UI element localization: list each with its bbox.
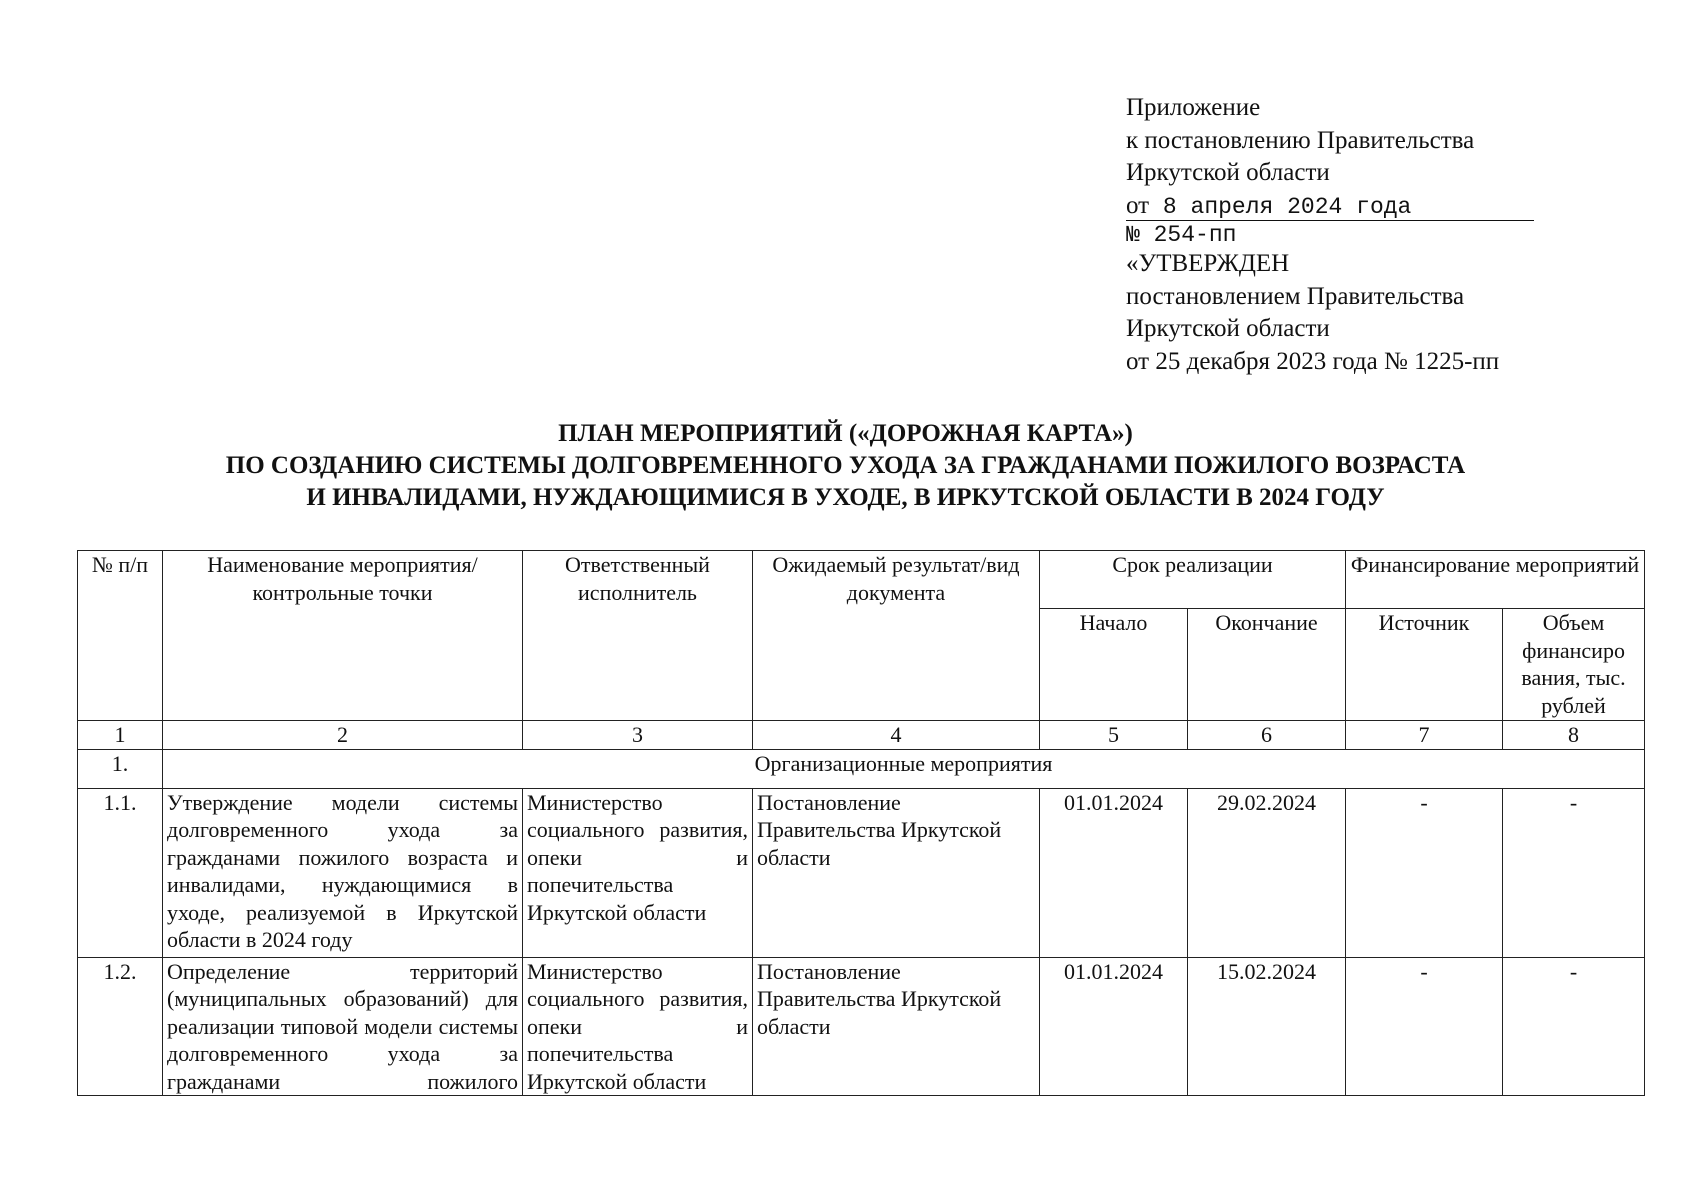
document-title — [0, 418, 1691, 514]
table-row — [78, 957, 1645, 1096]
row-num: 1.2. — [78, 957, 163, 1096]
date-value: 8 апреля 2024 года — [1149, 193, 1412, 220]
row-end: 15.02.2024 — [1188, 957, 1346, 1096]
header-period: Срок реализации — [1040, 551, 1346, 609]
column-number: 4 — [753, 721, 1040, 750]
row-source: - — [1346, 957, 1503, 1096]
column-number-row — [78, 721, 1645, 750]
approved-line: Иркутской области — [1126, 315, 1330, 342]
title-line: ПО СОЗДАНИЮ СИСТЕМЫ ДОЛГОВРЕМЕННОГО УХОДА ЗА ГРАЖДАНАМИ ПОЖИЛОГО ВОЗРАСТА — [225, 452, 1466, 479]
header-volume: Объем финансиро вания, тыс. рублей — [1503, 609, 1645, 721]
header-financing: Финансирование мероприятий — [1346, 551, 1645, 609]
row-volume: - — [1503, 788, 1645, 957]
header-source: Источник — [1346, 609, 1503, 721]
row-name: Утверждение модели системы долговременного ухода за гражданами пожилого возраста и инвалидами, нуждающимися в уходе, реализуемой в Иркутской области в 2024 году — [163, 788, 523, 957]
row-end: 29.02.2024 — [1188, 788, 1346, 957]
header-result: Ожидаемый результат/вид документа — [753, 551, 1040, 721]
appendix-number: № 254-пп — [1126, 222, 1237, 248]
title-line: ПЛАН МЕРОПРИЯТИЙ («ДОРОЖНАЯ КАРТА») — [558, 420, 1133, 447]
header-responsible: Ответственный исполнитель — [523, 551, 753, 721]
row-name: Определение территорий (муниципальных образований) для реализации типовой модели системы долговременного ухода за гражданами пожилого — [163, 957, 523, 1096]
date-prefix: от — [1126, 191, 1150, 219]
column-number: 6 — [1188, 721, 1346, 750]
header-start: Начало — [1040, 609, 1188, 721]
row-volume: - — [1503, 957, 1645, 1096]
roadmap-table — [77, 550, 1645, 1096]
section-num: 1. — [78, 749, 163, 788]
column-number: 7 — [1346, 721, 1503, 750]
row-start: 01.01.2024 — [1040, 788, 1188, 957]
approved-line: постановлением Правительства — [1126, 282, 1465, 310]
section-title: Организационные мероприятия — [163, 749, 1645, 788]
row-responsible: Министерство социального развития, опеки и попечительства Иркутской области — [523, 788, 753, 957]
table-row — [78, 788, 1645, 957]
header-num: № п/п — [78, 551, 163, 721]
header-name: Наименование мероприятия/ контрольные точки — [163, 551, 523, 721]
column-number: 8 — [1503, 721, 1645, 750]
row-num: 1.1. — [78, 788, 163, 957]
approved-line: «УТВЕРЖДЕН — [1126, 250, 1290, 277]
appendix-stamp — [1126, 92, 1534, 378]
section-row — [78, 749, 1645, 788]
column-number: 2 — [163, 721, 523, 750]
row-source: - — [1346, 788, 1503, 957]
row-result: Постановление Правительства Иркутской области — [753, 788, 1040, 957]
appendix-line: Иркутской области — [1126, 159, 1330, 186]
appendix-date — [1126, 193, 1534, 221]
column-number: 3 — [523, 721, 753, 750]
row-start: 01.01.2024 — [1040, 957, 1188, 1096]
row-responsible: Министерство социального развития, опеки и попечительства Иркутской области — [523, 957, 753, 1096]
approved-line: от 25 декабря 2023 года № 1225-пп — [1126, 347, 1500, 375]
header-end: Окончание — [1188, 609, 1346, 721]
appendix-line: к постановлению Правительства — [1126, 126, 1475, 154]
column-number: 5 — [1040, 721, 1188, 750]
header-row — [78, 551, 1645, 609]
appendix-line: Приложение — [1126, 94, 1261, 121]
title-line: И ИНВАЛИДАМИ, НУЖДАЮЩИМИСЯ В УХОДЕ, В ИРКУТСКОЙ ОБЛАСТИ В 2024 ГОДУ — [306, 484, 1385, 511]
row-result: Постановление Правительства Иркутской области — [753, 957, 1040, 1096]
column-number: 1 — [78, 721, 163, 750]
